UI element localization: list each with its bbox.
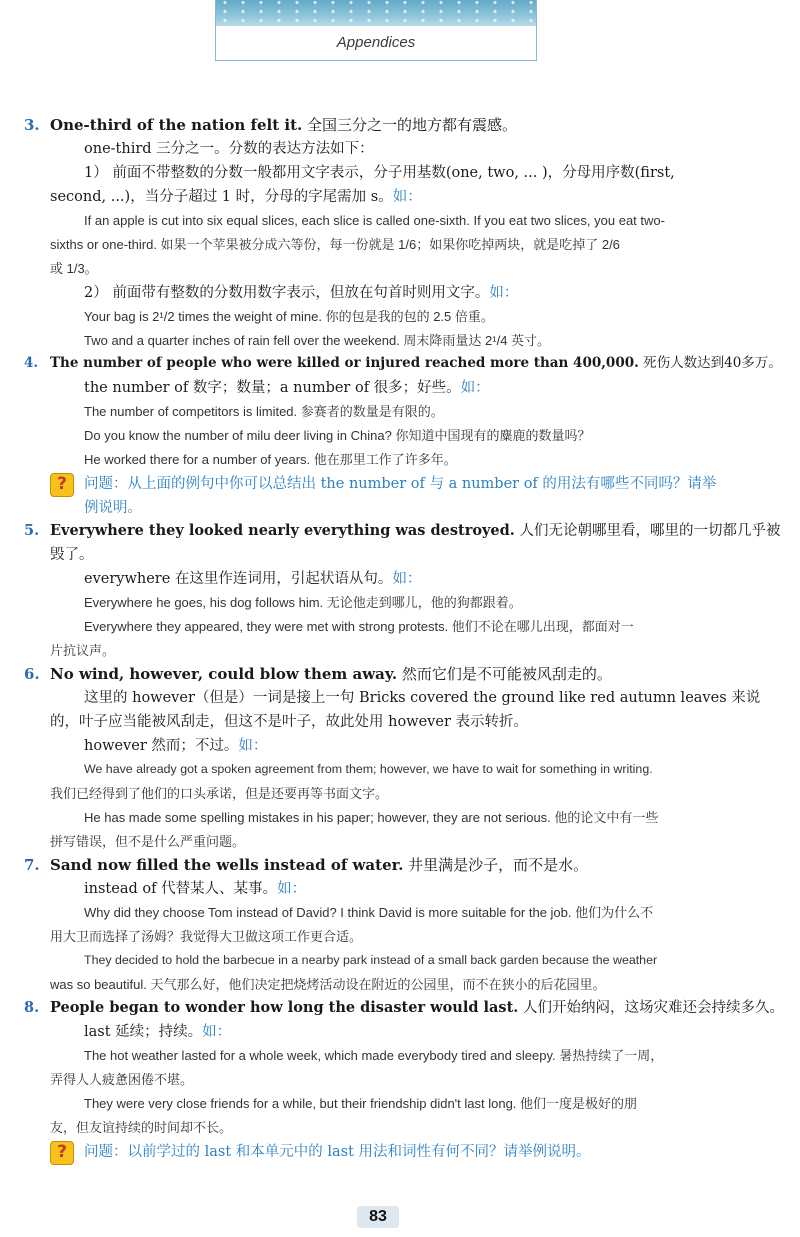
example-line: We have already got a spoken agreement from them; however, we have to wait for something in writing. — [84, 762, 653, 776]
example-line: sixths or one-third. 如果一个苹果被分成六等份，每一份就是 1/6；如果你吃掉两块，就是吃掉了 2/6 — [50, 237, 620, 252]
example-line: They were very close friends for a while, but their friendship didn't last long. 他们一度是极好的朋 — [84, 1096, 638, 1111]
page-number: 83 — [357, 1206, 399, 1228]
header-decoration — [216, 0, 536, 26]
heading-english: No wind, however, could blow them away. — [50, 665, 398, 683]
explanation-line: instead of 代替某人、某事。如： — [84, 881, 307, 897]
question-icon: ? — [50, 473, 74, 497]
explanation-line: 的，叶子应当能被风刮走，但这不是叶子，故此处用 however 表示转折。 — [50, 714, 528, 730]
item-number: 4. — [24, 355, 39, 371]
item-8-heading — [24, 1001, 784, 1016]
explanation-line: second, ...)，当分子超过 1 时，分母的字尾需加 s。如： — [50, 189, 422, 205]
item-3-heading — [24, 118, 517, 133]
example-line: was so beautiful. 天气那么好，他们决定把烧烤活动设在附近的公园里，而不在狭小的后花园里。 — [50, 977, 606, 992]
heading-english: The number of people who were killed or injured reached more than 400,000. — [50, 355, 639, 371]
heading-chinese: 然而它们是不可能被风刮走的。 — [397, 665, 612, 683]
example-line: He worked there for a number of years. 他在那里工作了许多年。 — [84, 452, 457, 467]
item-6-heading — [24, 667, 612, 682]
explanation-line: the number of 数字；数量；a number of 很多；好些。如： — [84, 380, 490, 396]
example-line: Your bag is 2¹/2 times the weight of mine. 你的包是我的包的 2.5 倍重。 — [84, 309, 494, 324]
item-number: 8. — [24, 999, 40, 1016]
heading-english: Sand now filled the wells instead of water. — [50, 856, 404, 874]
header-title: Appendices — [336, 34, 416, 51]
item-number: 7. — [24, 856, 40, 874]
item-number: 5. — [24, 522, 40, 539]
question-line: 问题：从上面的例句中你可以总结出 the number of 与 a number of 的用法有哪些不同吗？请举 — [84, 476, 717, 492]
explanation-line: 这里的 however（但是）一词是接上一句 Bricks covered the ground like red autumn leaves 来说 — [84, 690, 761, 706]
section-header-tab — [215, 0, 537, 61]
item-7-heading — [24, 858, 588, 873]
example-line: 或 1/3。 — [50, 261, 98, 276]
explanation-line: one-third 三分之一。分数的表达方法如下： — [84, 141, 374, 157]
question-icon: ? — [50, 1141, 74, 1165]
item-number: 6. — [24, 665, 40, 683]
example-line: Everywhere they appeared, they were met with strong protests. 他们不论在哪儿出现，都面对一 — [84, 619, 634, 634]
example-line: 片抗议声。 — [50, 643, 116, 658]
item-5-heading — [24, 524, 780, 539]
example-line: If an apple is cut into six equal slices, each slice is called one-sixth. If you eat two slices, you eat two- — [84, 213, 665, 228]
example-line: Two and a quarter inches of rain fell over the weekend. 周末降雨量达 2¹/4 英寸。 — [84, 333, 551, 348]
heading-english: Everywhere they looked nearly everything was destroyed. — [50, 522, 515, 539]
explanation-line: 2） 前面带有整数的分数用数字表示，但放在句首时则用文字。如： — [84, 285, 519, 301]
example-line: He has made some spelling mistakes in his paper; however, they are not serious. 他的论文中有一些 — [84, 810, 659, 825]
example-line: 弄得人人疲惫困倦不堪。 — [50, 1072, 194, 1087]
heading-chinese: 井里满是沙子，而不是水。 — [403, 856, 589, 874]
heading-chinese: 死伤人数达到40多万。 — [638, 355, 782, 371]
explanation-line: last 延续；持续。如： — [84, 1024, 232, 1040]
question-line: 例说明。 — [84, 500, 142, 516]
example-line: The number of competitors is limited. 参赛者的数量是有限的。 — [84, 404, 444, 419]
example-line: 我们已经得到了他们的口头承诺，但是还要再等书面文字。 — [50, 786, 389, 801]
explanation-line: however 然而；不过。如： — [84, 738, 268, 754]
heading-chinese: 人们无论朝哪里看，哪里的一切都几乎被 — [514, 523, 781, 539]
example-line: Why did they choose Tom instead of David? I think David is more suitable for the job. 他们为什么不 — [84, 905, 654, 920]
item-4-heading — [24, 357, 782, 371]
heading-chinese: 人们开始纳闷，这场灾难还会持续多久。 — [518, 1000, 784, 1016]
heading-continuation: 毁了。 — [50, 547, 94, 563]
heading-chinese: 全国三分之一的地方都有震感。 — [302, 116, 518, 134]
question-line: 问题：以前学过的 last 和本单元中的 last 用法和词性有何不同？请举例说明。 — [84, 1144, 591, 1160]
example-line: They decided to hold the barbecue in a nearby park instead of a small back garden because the weather — [84, 953, 658, 967]
example-line: The hot weather lasted for a whole week, which made everybody tired and sleepy. 暑热持续了一周， — [84, 1048, 664, 1063]
explanation-line: 1） 前面不带整数的分数一般都用文字表示，分子用基数(one, two, ... )，分母用序数(first, — [84, 165, 675, 181]
example-line: 友，但友谊持续的时间却不长。 — [50, 1120, 233, 1135]
item-number: 3. — [24, 116, 40, 134]
example-line: Everywhere he goes, his dog follows him. 无论他走到哪儿，他的狗都跟着。 — [84, 595, 522, 610]
heading-english: One-third of the nation felt it. — [50, 116, 303, 134]
example-line: Do you know the number of milu deer living in China? 你知道中国现有的麋鹿的数量吗？ — [84, 428, 591, 443]
example-line: 用大卫而选择了汤姆？我觉得大卫做这项工作更合适。 — [50, 929, 363, 944]
heading-english: People began to wonder how long the disaster would last. — [50, 999, 519, 1016]
example-line: 拼写错误，但不是什么严重问题。 — [50, 834, 246, 849]
explanation-line: everywhere 在这里作连词用，引起状语从句。如： — [84, 571, 422, 587]
